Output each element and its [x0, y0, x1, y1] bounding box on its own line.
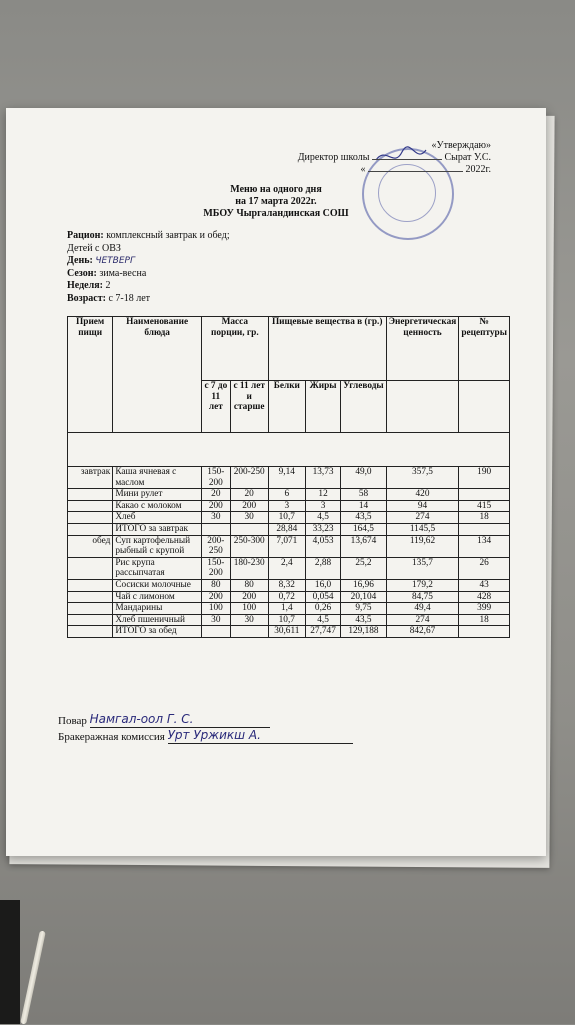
menu-sheet	[6, 108, 546, 856]
recipe: 26	[459, 557, 510, 579]
mass-7-11: 200	[201, 500, 230, 512]
mass-7-11: 20	[201, 489, 230, 501]
carbs: 43,5	[341, 512, 386, 524]
recipe: 18	[459, 614, 510, 626]
mass-7-11: 30	[201, 512, 230, 524]
mass-7-11: 200-250	[201, 535, 230, 557]
total-protein: 30,611	[268, 626, 305, 638]
protein: 2,4	[268, 557, 305, 579]
table-row	[68, 603, 510, 615]
header-energy: Энергетическая ценность	[386, 317, 459, 381]
energy: 135,7	[386, 557, 459, 579]
total-row	[68, 626, 510, 638]
header-mass-7-11: с 7 до 11 лет	[201, 381, 230, 433]
header-nutrients: Пищевые вещества в (гр.)	[268, 317, 386, 381]
mass-11plus: 200	[230, 591, 268, 603]
protein: 1,4	[268, 603, 305, 615]
dish-name: Мандарины	[113, 603, 202, 615]
total-label: ИТОГО за завтрак	[113, 523, 202, 535]
header-recipe: № рецептуры	[459, 317, 510, 381]
recipe: 134	[459, 535, 510, 557]
carbs: 43,5	[341, 614, 386, 626]
mass-11plus: 250-300	[230, 535, 268, 557]
dish-name: Рис крупа рассыпчатая	[113, 557, 202, 579]
mass-11plus: 200-250	[230, 467, 268, 489]
header-fat: Жиры	[305, 381, 340, 433]
total-carbs: 129,188	[341, 626, 386, 638]
meal-label: обед	[68, 535, 113, 557]
total-fat: 33,23	[305, 523, 340, 535]
mass-11plus: 30	[230, 614, 268, 626]
diet-line: Рацион: комплексный завтрак и обед;	[67, 230, 230, 241]
carbs: 20,104	[341, 591, 386, 603]
total-label: ИТОГО за обед	[113, 626, 202, 638]
recipe: 190	[459, 467, 510, 489]
mass-11plus: 200	[230, 500, 268, 512]
total-energy: 1145,5	[386, 523, 459, 535]
carbs: 25,2	[341, 557, 386, 579]
protein: 6	[268, 489, 305, 501]
menu-info	[67, 230, 230, 305]
carbs: 49,0	[341, 467, 386, 489]
mass-7-11: 30	[201, 614, 230, 626]
dish-name: Сосиски молочные	[113, 579, 202, 591]
energy: 84,75	[386, 591, 459, 603]
season-line: Сезон: зима-весна	[67, 267, 147, 279]
table-row	[68, 591, 510, 603]
fat: 4,5	[305, 614, 340, 626]
protein: 8,32	[268, 579, 305, 591]
protein: 10,7	[268, 614, 305, 626]
dish-name: Какао с молоком	[113, 500, 202, 512]
fat: 13,73	[305, 467, 340, 489]
table-row	[68, 500, 510, 512]
protein: 10,7	[268, 512, 305, 524]
energy: 420	[386, 489, 459, 501]
header-mass-11plus: с 11 лет и старше	[230, 381, 268, 433]
mass-11plus: 80	[230, 579, 268, 591]
header-mass: Масса порции, гр.	[201, 317, 268, 381]
fat: 16,0	[305, 579, 340, 591]
table-row	[68, 579, 510, 591]
total-energy: 842,67	[386, 626, 459, 638]
approval-line3: « 2022г.	[360, 164, 491, 175]
recipe: 415	[459, 500, 510, 512]
document-title: Меню на одного дня на 17 марта 2022г. МБОУ Чыргаландинская СОШ	[203, 184, 349, 219]
dish-name: Хлеб пшеничный	[113, 614, 202, 626]
energy: 119,62	[386, 535, 459, 557]
children-line: Детей с ОВЗ	[67, 242, 121, 254]
dish-name: Каша ячневая с маслом	[113, 467, 202, 489]
total-carbs: 164,5	[341, 523, 386, 535]
age-line: Возраст: с 7-18 лет	[67, 292, 151, 304]
energy: 94	[386, 500, 459, 512]
recipe	[459, 489, 510, 501]
carbs: 13,674	[341, 535, 386, 557]
fat: 4,053	[305, 535, 340, 557]
table-row	[68, 467, 510, 489]
fat: 12	[305, 489, 340, 501]
carbs: 9,75	[341, 603, 386, 615]
approval-line2: Директор школы Сырат У.С.	[297, 152, 491, 163]
mass-11plus: 30	[230, 512, 268, 524]
energy: 357,5	[386, 467, 459, 489]
dish-name: Мини рулет	[113, 489, 202, 501]
signature-block	[58, 712, 353, 744]
mass-7-11: 150-200	[201, 467, 230, 489]
table-row	[68, 535, 510, 557]
header-dish: Наименование блюда	[113, 317, 202, 433]
meal-label: завтрак	[68, 467, 113, 489]
fat: 0,26	[305, 603, 340, 615]
day-line: День: ЧЕТВЕРГ	[67, 255, 135, 266]
recipe: 428	[459, 591, 510, 603]
mass-7-11: 80	[201, 579, 230, 591]
menu-table	[67, 316, 510, 638]
mass-11plus: 20	[230, 489, 268, 501]
total-fat: 27,747	[305, 626, 340, 638]
week-line: Неделя: 2	[67, 280, 111, 291]
fat: 4,5	[305, 512, 340, 524]
mass-7-11: 100	[201, 603, 230, 615]
table-row	[68, 489, 510, 501]
protein: 7,071	[268, 535, 305, 557]
protein: 0,72	[268, 591, 305, 603]
carbs: 16,96	[341, 579, 386, 591]
commission-line: Бракеражная комиссия Урт Уржикш А.	[58, 728, 353, 744]
header-carbs: Углеводы	[341, 381, 386, 433]
cook-signature: Намгал-оол Г. С.	[89, 712, 194, 726]
cook-line: Повар Намгал-оол Г. С.	[58, 712, 353, 728]
table-row	[68, 614, 510, 626]
dish-name: Хлеб	[113, 512, 202, 524]
dish-name: Чай с лимоном	[113, 591, 202, 603]
protein: 9,14	[268, 467, 305, 489]
dish-name: Суп картофельный рыбный с крупой	[113, 535, 202, 557]
carbs: 58	[341, 489, 386, 501]
total-row	[68, 523, 510, 535]
carbs: 14	[341, 500, 386, 512]
energy: 274	[386, 614, 459, 626]
energy: 274	[386, 512, 459, 524]
protein: 3	[268, 500, 305, 512]
total-protein: 28,84	[268, 523, 305, 535]
header-row-1	[68, 317, 510, 381]
approval-line1: «Утверждаю»	[431, 140, 491, 151]
blank-row	[68, 433, 510, 467]
approval-block	[276, 140, 491, 176]
fat: 0,054	[305, 591, 340, 603]
mass-11plus: 100	[230, 603, 268, 615]
recipe: 18	[459, 512, 510, 524]
pen	[20, 930, 46, 1024]
mass-11plus: 180-230	[230, 557, 268, 579]
energy: 49,4	[386, 603, 459, 615]
energy: 179,2	[386, 579, 459, 591]
recipe: 43	[459, 579, 510, 591]
dark-table-corner	[0, 900, 20, 1024]
table-row	[68, 512, 510, 524]
fat: 3	[305, 500, 340, 512]
header-meal: Прием пищи	[68, 317, 113, 433]
fat: 2,88	[305, 557, 340, 579]
mass-7-11: 150-200	[201, 557, 230, 579]
table-row	[68, 557, 510, 579]
recipe: 399	[459, 603, 510, 615]
mass-7-11: 200	[201, 591, 230, 603]
header-protein: Белки	[268, 381, 305, 433]
commission-signature: Урт Уржикш А.	[167, 728, 261, 742]
